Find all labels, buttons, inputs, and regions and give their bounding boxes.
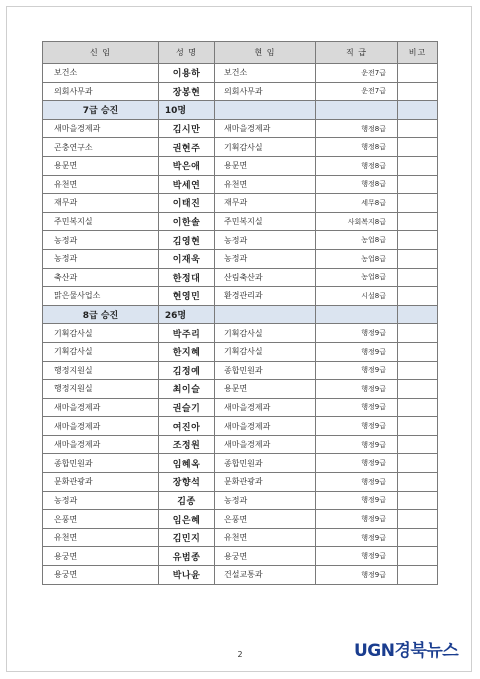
cell-note — [398, 119, 438, 138]
table-row — [43, 138, 438, 157]
cell-new-post: 유천면 — [43, 175, 159, 194]
cell-current-post: 종합민원과 — [215, 361, 316, 380]
cell-grade: 세무8급 — [316, 194, 398, 213]
cell-new-post: 용궁면 — [43, 547, 159, 566]
cell-new-post: 용문면 — [43, 156, 159, 175]
cell-new-post: 새마을경제과 — [43, 417, 159, 436]
cell-name: 김종 — [159, 491, 215, 510]
cell-name: 박주리 — [159, 324, 215, 343]
ugn-news-watermark-logo — [354, 636, 458, 661]
cell-new-post: 유천면 — [43, 528, 159, 547]
cell-current-post: 주민복지실 — [215, 212, 316, 231]
cell-grade: 행정9급 — [316, 454, 398, 473]
cell-note — [398, 324, 438, 343]
cell-grade: 행정9급 — [316, 528, 398, 547]
cell-name: 여진아 — [159, 417, 215, 436]
cell-current-post: 의회사무과 — [215, 82, 316, 101]
cell-note — [398, 398, 438, 417]
section-7-empty-cell — [398, 101, 438, 120]
cell-current-post: 농정과 — [215, 231, 316, 250]
cell-current-post: 유천면 — [215, 175, 316, 194]
cell-current-post: 기획감사실 — [215, 342, 316, 361]
header-note: 비고 — [398, 42, 438, 64]
cell-current-post: 은풍면 — [215, 510, 316, 529]
rows-top-group — [43, 64, 438, 101]
section-7-count: 10명 — [159, 101, 215, 120]
cell-name: 김민지 — [159, 528, 215, 547]
cell-grade: 시설8급 — [316, 287, 398, 306]
section-7-empty-cell — [316, 101, 398, 120]
cell-new-post: 용궁면 — [43, 566, 159, 585]
cell-new-post: 의회사무과 — [43, 82, 159, 101]
cell-grade: 농업8급 — [316, 231, 398, 250]
table-row — [43, 342, 438, 361]
section-7-title: 7급 승진 — [43, 101, 159, 120]
cell-name: 이용하 — [159, 64, 215, 83]
cell-note — [398, 175, 438, 194]
section-8-group — [43, 305, 438, 324]
cell-name: 권슬기 — [159, 398, 215, 417]
cell-note — [398, 473, 438, 492]
cell-grade: 행정8급 — [316, 119, 398, 138]
cell-note — [398, 194, 438, 213]
table-row — [43, 380, 438, 399]
cell-new-post: 새마을경제과 — [43, 119, 159, 138]
cell-current-post: 건설교통과 — [215, 566, 316, 585]
cell-grade: 행정9급 — [316, 547, 398, 566]
cell-note — [398, 510, 438, 529]
cell-grade: 행정9급 — [316, 342, 398, 361]
cell-name: 한정대 — [159, 268, 215, 287]
section-header-7 — [43, 101, 438, 120]
cell-note — [398, 342, 438, 361]
table-row — [43, 175, 438, 194]
cell-new-post: 축산과 — [43, 268, 159, 287]
cell-name: 김정예 — [159, 361, 215, 380]
section-7-empty-cell — [215, 101, 316, 120]
table-row — [43, 361, 438, 380]
cell-note — [398, 528, 438, 547]
cell-current-post: 용문면 — [215, 156, 316, 175]
cell-grade: 농업8급 — [316, 249, 398, 268]
cell-name: 김영현 — [159, 231, 215, 250]
cell-name: 김시만 — [159, 119, 215, 138]
cell-new-post: 종합민원과 — [43, 454, 159, 473]
cell-name: 박세연 — [159, 175, 215, 194]
cell-new-post: 주민복지실 — [43, 212, 159, 231]
cell-name: 장봉현 — [159, 82, 215, 101]
cell-name: 박은애 — [159, 156, 215, 175]
cell-name: 조정원 — [159, 435, 215, 454]
cell-note — [398, 547, 438, 566]
table-row — [43, 156, 438, 175]
table-row — [43, 566, 438, 585]
table-row — [43, 547, 438, 566]
cell-current-post: 환경관리과 — [215, 287, 316, 306]
cell-new-post: 맑은물사업소 — [43, 287, 159, 306]
header-name: 성 명 — [159, 42, 215, 64]
cell-current-post: 새마을경제과 — [215, 119, 316, 138]
cell-grade: 행정9급 — [316, 361, 398, 380]
cell-grade: 행정9급 — [316, 435, 398, 454]
cell-note — [398, 268, 438, 287]
cell-note — [398, 380, 438, 399]
section-7-group — [43, 101, 438, 120]
cell-current-post: 새마을경제과 — [215, 398, 316, 417]
table-row — [43, 119, 438, 138]
cell-new-post: 농정과 — [43, 491, 159, 510]
table-row — [43, 435, 438, 454]
section-header-8 — [43, 305, 438, 324]
cell-note — [398, 566, 438, 585]
cell-new-post: 기획감사실 — [43, 342, 159, 361]
cell-name: 이태진 — [159, 194, 215, 213]
cell-note — [398, 231, 438, 250]
cell-note — [398, 212, 438, 231]
cell-name: 한지혜 — [159, 342, 215, 361]
section-8-count: 26명 — [159, 305, 215, 324]
personnel-roster-table — [42, 41, 438, 585]
section-8-empty-cell — [215, 305, 316, 324]
cell-grade: 행정9급 — [316, 510, 398, 529]
cell-new-post: 문화관광과 — [43, 473, 159, 492]
cell-name: 유범종 — [159, 547, 215, 566]
cell-current-post: 문화관광과 — [215, 473, 316, 492]
cell-grade: 행정8급 — [316, 175, 398, 194]
cell-note — [398, 491, 438, 510]
cell-new-post: 농정과 — [43, 231, 159, 250]
table-row — [43, 64, 438, 83]
cell-new-post: 은풍면 — [43, 510, 159, 529]
watermark-korean: 경북뉴스 — [394, 641, 459, 661]
cell-current-post: 새마을경제과 — [215, 417, 316, 436]
cell-name: 임은혜 — [159, 510, 215, 529]
cell-note — [398, 249, 438, 268]
cell-note — [398, 435, 438, 454]
header-grade: 직 급 — [316, 42, 398, 64]
cell-current-post: 새마을경제과 — [215, 435, 316, 454]
cell-current-post: 농정과 — [215, 249, 316, 268]
section-8-empty-cell — [398, 305, 438, 324]
cell-note — [398, 82, 438, 101]
cell-current-post: 기획감사실 — [215, 138, 316, 157]
cell-current-post: 종합민원과 — [215, 454, 316, 473]
cell-new-post: 새마을경제과 — [43, 398, 159, 417]
cell-grade: 행정9급 — [316, 398, 398, 417]
section-8-empty-cell — [316, 305, 398, 324]
cell-grade: 행정9급 — [316, 324, 398, 343]
table-row — [43, 287, 438, 306]
table-row — [43, 268, 438, 287]
cell-grade: 행정8급 — [316, 138, 398, 157]
cell-new-post: 재무과 — [43, 194, 159, 213]
cell-grade: 행정9급 — [316, 473, 398, 492]
cell-grade: 행정9급 — [316, 417, 398, 436]
cell-current-post: 산림축산과 — [215, 268, 316, 287]
section-8-title: 8급 승진 — [43, 305, 159, 324]
rows-7-group — [43, 119, 438, 305]
cell-new-post: 행정지원실 — [43, 361, 159, 380]
page-number: 2 — [237, 650, 243, 659]
table-row — [43, 212, 438, 231]
cell-grade: 행정9급 — [316, 491, 398, 510]
cell-note — [398, 138, 438, 157]
cell-grade: 사회복지8급 — [316, 212, 398, 231]
cell-note — [398, 361, 438, 380]
cell-grade: 행정8급 — [316, 156, 398, 175]
cell-note — [398, 417, 438, 436]
cell-new-post: 농정과 — [43, 249, 159, 268]
table-row — [43, 82, 438, 101]
cell-note — [398, 287, 438, 306]
table-header-row — [43, 42, 438, 64]
table-row — [43, 398, 438, 417]
table-row — [43, 231, 438, 250]
cell-grade: 운전7급 — [316, 64, 398, 83]
cell-name: 임혜옥 — [159, 454, 215, 473]
cell-name: 이재욱 — [159, 249, 215, 268]
cell-new-post: 기획감사실 — [43, 324, 159, 343]
cell-note — [398, 156, 438, 175]
cell-new-post: 곤충연구소 — [43, 138, 159, 157]
table-row — [43, 510, 438, 529]
watermark-latin: UGN — [354, 641, 395, 661]
header-current-post: 현 임 — [215, 42, 316, 64]
table-row — [43, 324, 438, 343]
cell-new-post: 행정지원실 — [43, 380, 159, 399]
cell-current-post: 보건소 — [215, 64, 316, 83]
table-row — [43, 417, 438, 436]
cell-current-post: 유천면 — [215, 528, 316, 547]
cell-new-post: 보건소 — [43, 64, 159, 83]
cell-current-post: 용궁면 — [215, 547, 316, 566]
cell-name: 이한솔 — [159, 212, 215, 231]
cell-grade: 행정9급 — [316, 380, 398, 399]
header-new-post: 신 임 — [43, 42, 159, 64]
cell-name: 장향석 — [159, 473, 215, 492]
table-row — [43, 249, 438, 268]
cell-grade: 행정9급 — [316, 566, 398, 585]
cell-note — [398, 64, 438, 83]
table-row — [43, 473, 438, 492]
cell-grade: 운전7급 — [316, 82, 398, 101]
cell-current-post: 용문면 — [215, 380, 316, 399]
table-row — [43, 491, 438, 510]
cell-new-post: 새마을경제과 — [43, 435, 159, 454]
cell-name: 박나윤 — [159, 566, 215, 585]
cell-name: 최이슬 — [159, 380, 215, 399]
table-row — [43, 454, 438, 473]
rows-8-group — [43, 324, 438, 584]
table-row — [43, 528, 438, 547]
cell-note — [398, 454, 438, 473]
cell-name: 권현주 — [159, 138, 215, 157]
table-row — [43, 194, 438, 213]
cell-current-post: 농정과 — [215, 491, 316, 510]
cell-name: 현영민 — [159, 287, 215, 306]
cell-grade: 농업8급 — [316, 268, 398, 287]
cell-current-post: 기획감사실 — [215, 324, 316, 343]
cell-current-post: 재무과 — [215, 194, 316, 213]
